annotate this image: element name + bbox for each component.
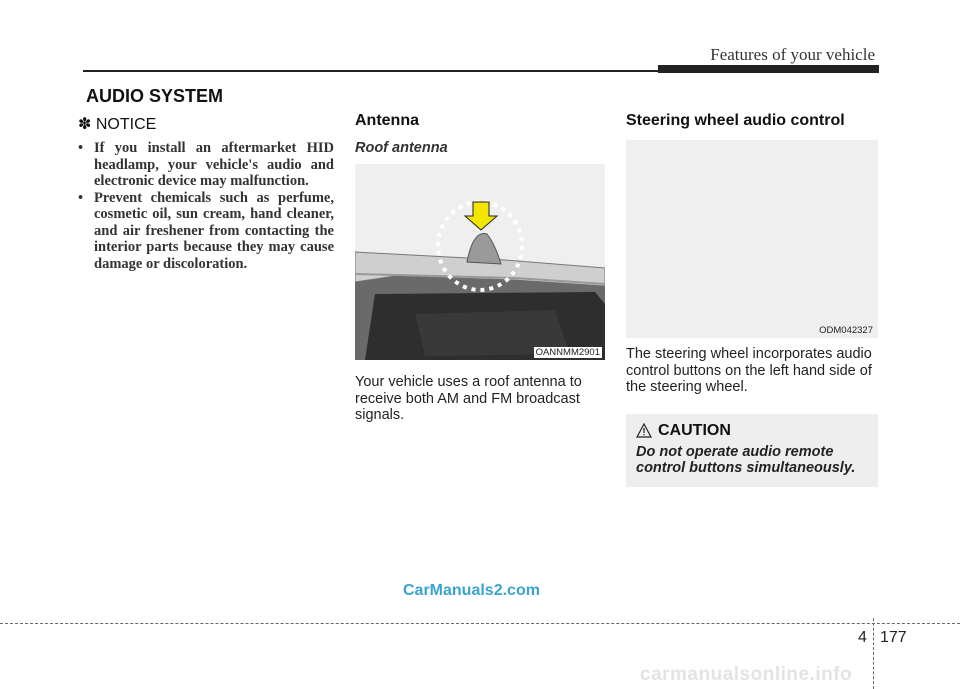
chapter-number: 4 [858,629,867,646]
antenna-heading: Antenna [355,112,419,129]
antenna-body: Your vehicle uses a roof antenna to receive both AM and FM broadcast signals. [355,374,582,423]
bullet-icon: • [78,140,84,156]
notice-list [78,140,334,272]
antenna-subheading: Roof antenna [355,140,448,156]
caution-text: Do not operate audio remote control buttons simultaneously. [636,443,856,476]
notice-title: NOTICE [95,116,157,133]
bullet-icon: • [78,189,84,206]
header-title: Features of your vehicle [710,45,875,64]
footer-rule [0,623,960,624]
antenna-column [355,110,605,424]
antenna-image-code: OANNMM2901 [535,347,600,358]
section-title: AUDIO SYSTEM [86,86,224,106]
steering-column [626,110,878,487]
steering-body: The steering wheel incorporates audio control buttons on the left hand side of the steering wheel. [626,346,872,395]
header-rule-accent [658,65,879,73]
caution-box [626,414,878,487]
site-watermark: carmanualsonline.info [640,664,853,685]
steering-image-code: ODM042327 [819,325,873,336]
notice-heading [78,114,334,134]
carmanuals-watermark[interactable]: CarManuals2.com [403,582,540,599]
notice-item: • Prevent chemicals such as perfume, cosmetic oil, sun cream, hand cleaner, and air freshener from contacting the interior parts because they may cause damage or discoloration. [78,189,334,272]
notice-column [78,110,334,272]
warning-triangle-icon [636,423,652,438]
page-number: 177 [880,629,907,646]
footer-divider [873,618,874,689]
notice-icon: ✽ [78,116,92,133]
antenna-illustration [355,164,605,360]
caution-heading [636,422,868,440]
roof-antenna-image [355,164,605,360]
notice-item: • If you install an aftermarket HID headlamp, your vehicle's audio and electronic device may malfunction. [78,140,334,189]
steering-illustration [626,140,878,338]
steering-heading: Steering wheel audio control [626,112,845,129]
caution-title: CAUTION [658,421,731,439]
